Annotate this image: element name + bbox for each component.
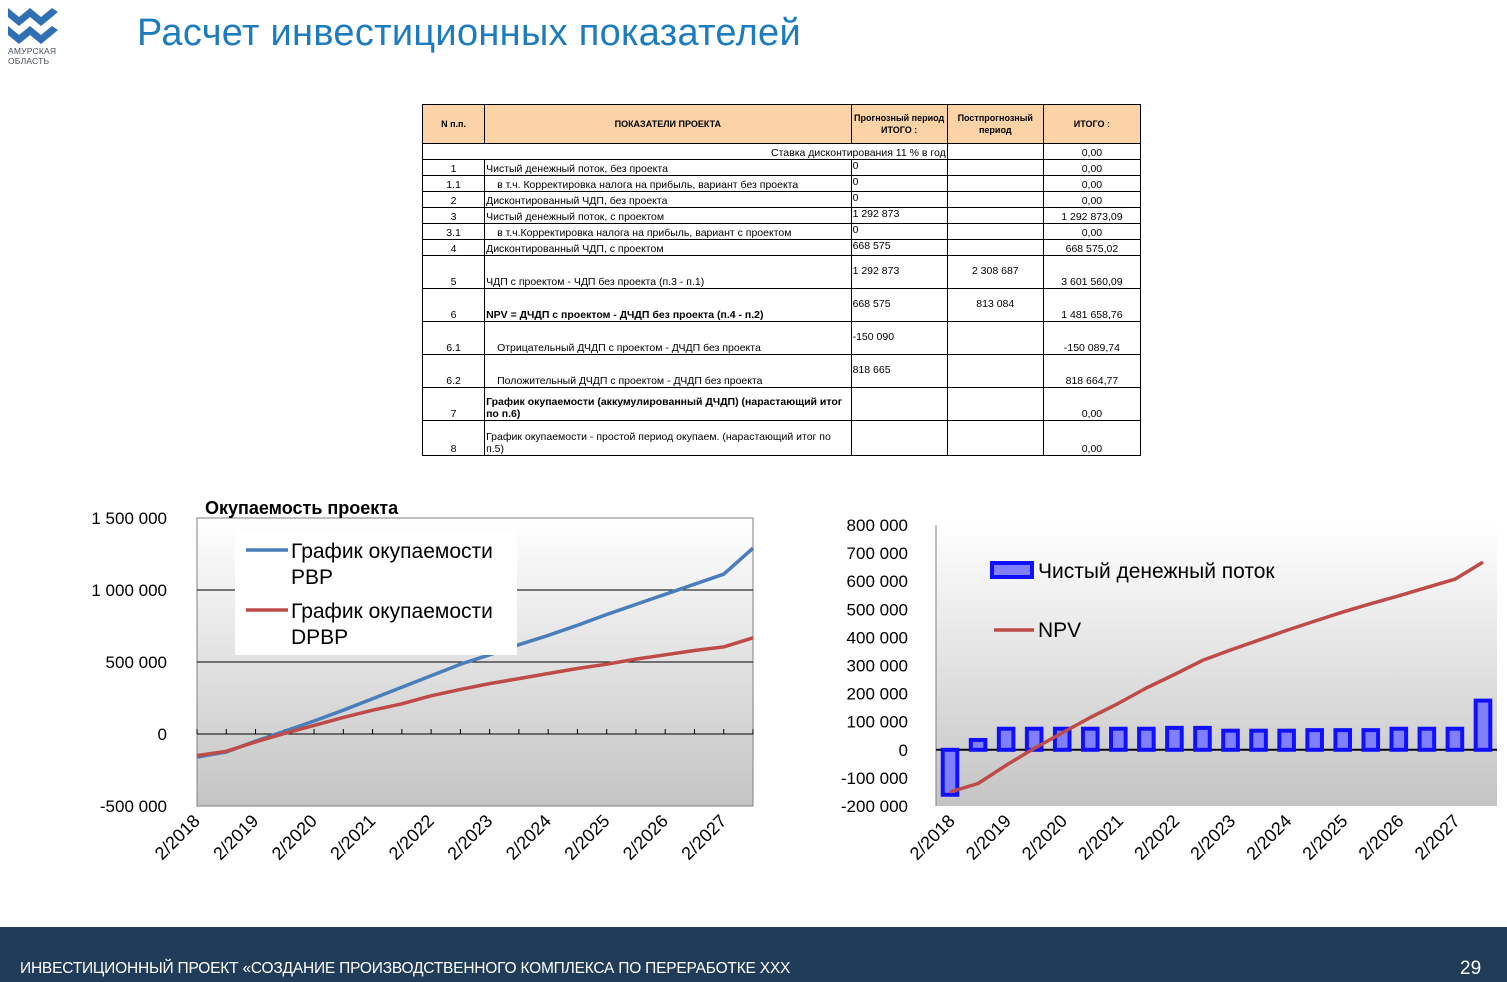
chart1-x-tick-label: 2/2018 [150, 810, 204, 864]
row-total: -150 089,74 [1043, 322, 1140, 355]
chart2-y-tick-label: 200 000 [846, 684, 908, 704]
chart2-bar [943, 750, 958, 795]
chart2-y-tick-label: -100 000 [840, 768, 908, 788]
chart1-x-tick-label: 2/2026 [618, 810, 673, 864]
chart2-x-tick-label: 2/2021 [1074, 810, 1128, 864]
chart1-x-tick-label: 2/2025 [560, 810, 614, 864]
chart2-x-tick-label: 2/2026 [1354, 810, 1408, 864]
chart2-y-tick-label: 800 000 [846, 516, 908, 535]
chart2-x-tick-label: 2/2023 [1186, 810, 1240, 864]
row-name: ЧДП с проектом - ЧДП без проекта (п.3 - п.1) [485, 256, 852, 289]
row-total: 0,00 [1043, 160, 1140, 176]
chart2-bar [1223, 731, 1238, 750]
row-number: 2 [423, 192, 485, 208]
chart2-bar [1476, 701, 1491, 750]
row-total: 3 601 560,09 [1043, 256, 1140, 289]
rate-label: Ставка дисконтирования 11 % в год [423, 144, 948, 160]
chart1-x-tick-label: 2/2021 [326, 810, 380, 864]
col-header-post-forecast: Постпрогнозный период [947, 105, 1043, 144]
chart1-legend-label-line: DPBP [291, 626, 349, 649]
col-header-n: N п.п. [423, 105, 485, 144]
chart2-x-tick-label: 2/2022 [1130, 810, 1184, 864]
row-name: Чистый денежный поток, с проектом [485, 208, 852, 224]
chart2-bar [1279, 731, 1294, 750]
chart2-y-tick-label: 500 000 [846, 600, 908, 620]
chart1-x-tick-label: 2/2022 [384, 810, 438, 864]
chart2-bar [1111, 729, 1126, 750]
chart1-y-tick-label: 500 000 [105, 653, 167, 672]
row-forecast: 1 292 873 [851, 208, 947, 224]
row-post: 813 084 [947, 289, 1043, 322]
chart2-x-tick-label: 2/2027 [1410, 810, 1464, 864]
row-name: Положительный ДЧДП с проектом - ДЧДП без проекта [485, 355, 852, 388]
chart2-y-tick-label: 600 000 [846, 572, 908, 592]
row-forecast: 668 575 [851, 289, 947, 322]
chart2-bar [1307, 730, 1322, 750]
row-name: График окупаемости - простой период окупаем. (нарастающий итог по п.5) [485, 421, 852, 456]
row-forecast: 0 [851, 160, 947, 176]
row-name: NPV = ДЧДП с проектом - ДЧДП без проекта (п.4 - п.2) [485, 289, 852, 322]
chart2-legend-label: Чистый денежный поток [1038, 560, 1275, 583]
row-total: 818 664,77 [1043, 355, 1140, 388]
chart2-bar [1392, 729, 1407, 750]
col-header-total: ИТОГО : [1043, 105, 1140, 144]
chart2-x-tick-label: 2/2018 [905, 810, 959, 864]
row-number: 6.1 [423, 322, 485, 355]
row-total: 0,00 [1043, 388, 1140, 421]
footer-project-title: ИНВЕСТИЦИОННЫЙ ПРОЕКТ «СОЗДАНИЕ ПРОИЗВОДСТВЕННОГО КОМПЛЕКСА ПО ПЕРЕРАБОТКЕ ХХХ [20, 960, 791, 977]
row-name: Дисконтированный ЧДП, без проекта [485, 192, 852, 208]
chart2-bar [1195, 728, 1210, 750]
col-header-indicators: ПОКАЗАТЕЛИ ПРОЕКТА [485, 105, 852, 144]
row-number: 4 [423, 240, 485, 256]
chart2-bar [1167, 728, 1182, 750]
chart2-bar [1251, 731, 1266, 750]
row-post: 2 308 687 [947, 256, 1043, 289]
row-forecast: 818 665 [851, 355, 947, 388]
row-name: Дисконтированный ЧДП, с проектом [485, 240, 852, 256]
chart2-y-tick-label: 100 000 [846, 712, 908, 732]
chart1-title: Окупаемость проекта [205, 498, 399, 518]
rate-total: 0,00 [1043, 144, 1140, 160]
row-number: 5 [423, 256, 485, 289]
chart2-x-tick-label: 2/2024 [1242, 810, 1296, 864]
row-total: 0,00 [1043, 192, 1140, 208]
row-forecast: 0 [851, 192, 947, 208]
chart1-legend-label-line: График окупаемости [291, 600, 493, 623]
row-number: 3.1 [423, 224, 485, 240]
chart1-legend-label-line: График окупаемости [291, 540, 493, 563]
chart1-x-tick-label: 2/2027 [677, 810, 731, 864]
chart1-y-tick-label: -500 000 [99, 797, 167, 816]
row-total: 0,00 [1043, 224, 1140, 240]
row-number: 8 [423, 421, 485, 456]
chart1-y-tick-label: 1 000 000 [91, 581, 167, 600]
row-total: 668 575,02 [1043, 240, 1140, 256]
chart1-y-tick-label: 1 500 000 [91, 509, 167, 528]
chart2-legend-label: NPV [1038, 619, 1082, 642]
row-forecast: 668 575 [851, 240, 947, 256]
chart1-x-tick-label: 2/2019 [209, 810, 263, 864]
row-number: 3 [423, 208, 485, 224]
chart2-y-tick-label: 700 000 [846, 544, 908, 564]
row-name: Отрицательный ДЧДП с проектом - ДЧДП без проекта [485, 322, 852, 355]
row-name: в т.ч.Корректировка налога на прибыль, вариант с проектом [485, 224, 852, 240]
chart2-bar [1083, 729, 1098, 750]
chart1-y-tick-label: 0 [157, 725, 167, 744]
row-forecast: 0 [851, 176, 947, 192]
chart2-x-tick-label: 2/2019 [961, 810, 1015, 864]
chart1-x-tick-label: 2/2020 [267, 810, 321, 864]
chart2-legend-bar-marker [992, 563, 1032, 577]
chart2-bar [1363, 730, 1378, 750]
chart2-y-tick-label: 400 000 [846, 628, 908, 648]
chart2-x-tick-label: 2/2020 [1017, 810, 1072, 864]
row-forecast: 1 292 873 [851, 256, 947, 289]
row-name: в т.ч. Корректировка налога на прибыль, вариант без проекта [485, 176, 852, 192]
chart2-bar [1420, 729, 1435, 750]
chart2-y-tick-label: 300 000 [846, 656, 908, 676]
row-number: 6.2 [423, 355, 485, 388]
page-number: 29 [1460, 958, 1482, 979]
logo-text-line2: ОБЛАСТЬ [8, 56, 50, 66]
row-number: 7 [423, 388, 485, 421]
row-forecast: -150 090 [851, 322, 947, 355]
row-name: Чистый денежный поток, без проекта [485, 160, 852, 176]
page-title: Расчет инвестиционных показателей [137, 12, 802, 54]
chart1-x-tick-label: 2/2023 [443, 810, 497, 864]
row-forecast: 0 [851, 224, 947, 240]
col-header-forecast: Прогнозный период ИТОГО : [851, 105, 947, 144]
chart2-bar [971, 740, 986, 750]
logo-text-line1: АМУРСКАЯ [8, 46, 57, 56]
row-total: 0,00 [1043, 421, 1140, 456]
row-number: 1 [423, 160, 485, 176]
chart1-legend-label-line: PBP [291, 566, 334, 589]
row-number: 1.1 [423, 176, 485, 192]
row-total: 1 292 873,09 [1043, 208, 1140, 224]
chart2-x-tick-label: 2/2025 [1298, 810, 1352, 864]
row-total: 0,00 [1043, 176, 1140, 192]
row-total: 1 481 658,76 [1043, 289, 1140, 322]
row-name: График окупаемости (аккумулированный ДЧДП) (нарастающий итог по п.6) [485, 388, 852, 421]
chart2-y-tick-label: -200 000 [840, 797, 908, 816]
chart2-y-tick-label: 0 [898, 740, 908, 760]
row-number: 6 [423, 289, 485, 322]
chart2-bar [1335, 730, 1350, 750]
chart2-bar [1448, 729, 1463, 750]
chart2-bar [999, 729, 1014, 750]
chart2-bar [1139, 729, 1154, 750]
chart1-x-tick-label: 2/2024 [501, 810, 555, 864]
